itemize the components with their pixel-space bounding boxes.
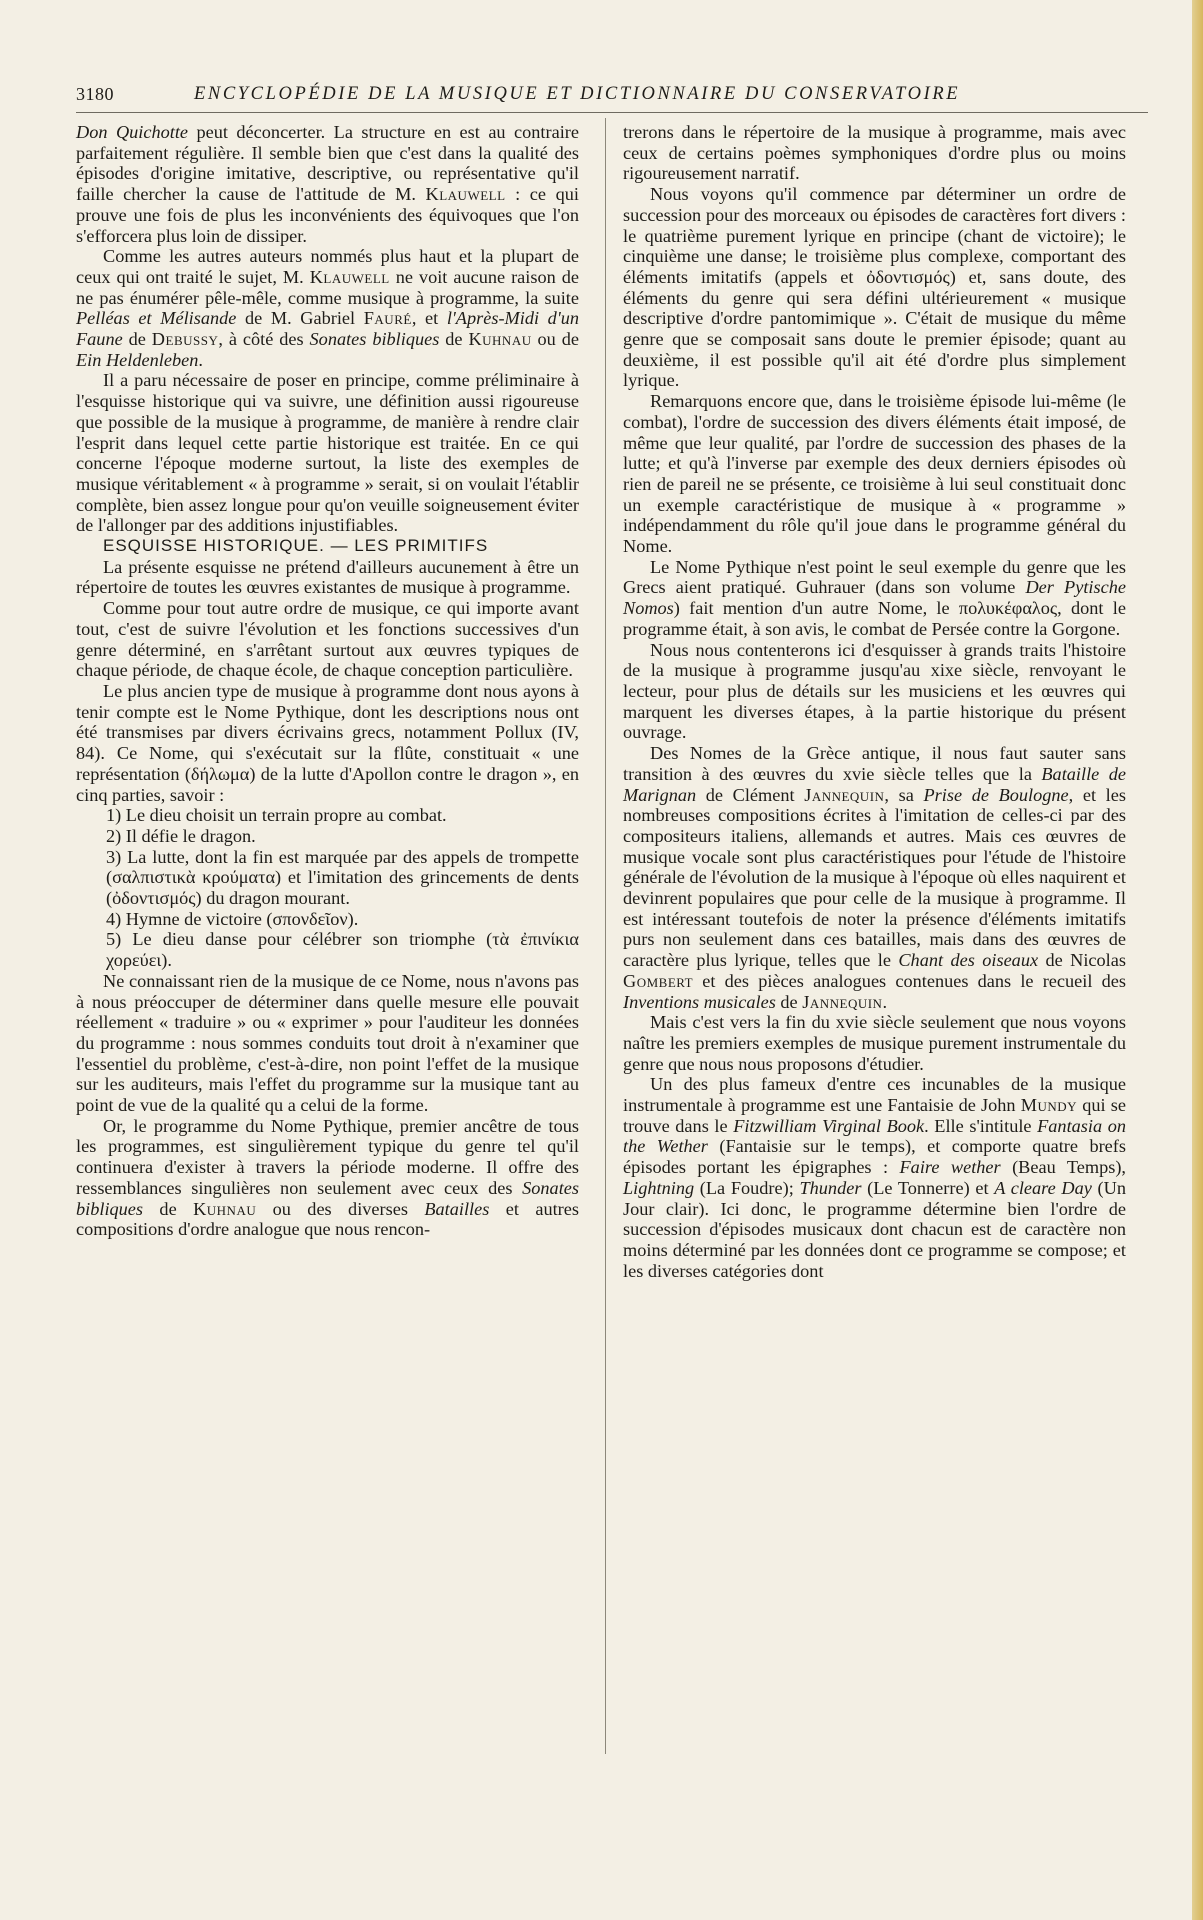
italic-title: Ein Heldenleben <box>76 349 199 370</box>
list-item: 4) Hymne de victoire (σπονδεῖον). <box>106 908 359 929</box>
italic-title: Lightning <box>623 1177 695 1198</box>
paragraph <box>76 122 579 246</box>
running-title: ENCYCLOPÉDIE DE LA MUSIQUE ET DICTIONNAIRE DU CONSERVATOIRE <box>194 84 961 104</box>
text-run: . Elle s'intitule <box>924 1115 1038 1136</box>
paragraph: Mais c'est vers la fin du xvie siècle seulement que nous voyons naître les premiers exemples de musique purement instrumentale du genre que nous nous proposons d'étudier. <box>623 1012 1126 1074</box>
text-run: (La Foudre); <box>694 1177 800 1198</box>
page-edge <box>1192 0 1203 1920</box>
italic-title: Sonates bibliques <box>76 1177 579 1219</box>
column-divider <box>605 118 606 1754</box>
text-run: Or, le programme du Nome Pythique, premier ancêtre de tous les programmes, est singulièrement typique du genre tel qu'il continuera d'exister à travers la période moderne. Il offre des ressemblances singulières non seulement avec ceux des <box>76 1115 579 1198</box>
paragraph <box>623 743 1126 1012</box>
italic-title: Pelléas et Mélisande <box>76 308 237 329</box>
text-run: et autres compositions d'ordre analogue que nous rencon- <box>76 1198 580 1240</box>
paragraph: Remarquons encore que, dans le troisième épisode lui-même (le combat), l'ordre de succession des divers éléments était imposé, de même que leur qualité, par l'ordre de succession des phases de la lutte; et qu'à l'inverse par exemple des deux derniers épisodes où rien de pareil ne se présente, ce troisième à lui seul constituait donc un exemple caractéristique de musique à « programme » indépendamment du rôle qu'il joue dans le programme général du Nome. <box>623 391 1126 557</box>
paragraph <box>623 1074 1126 1281</box>
text-run: ) fait mention d'un autre Nome, le πολυκέφαλος, dont le programme était, à son avis, le combat de Persée contre la Gorgone. <box>623 598 1126 639</box>
text-run: de M. Gabriel <box>236 308 364 329</box>
italic-title: Der Pytische Nomos <box>623 577 1126 619</box>
text-run: , à côté des <box>218 329 310 350</box>
paragraph <box>623 557 1126 640</box>
italic-title: Batailles <box>424 1198 490 1219</box>
author-name: Jannequin <box>804 784 885 805</box>
text-run: de <box>143 1198 194 1219</box>
text-run: de Nicolas <box>1038 950 1126 971</box>
text-run: (Un Jour clair). Ici donc, le programme détermine bien l'ordre de succession d'épisodes musicaux dont chacun est de caractère non moins déterminé par les données dont ce programme se compose; et les diverses catégories dont <box>623 1177 1126 1281</box>
text-run: Un des plus fameux d'entre ces incunables de la musique instrumentale à programme est une Fantaisie de John <box>623 1074 1126 1116</box>
text-run: , et les nombreuses compositions écrites à l'imitation de celles-ci par des compositeurs italiens, allemands et autres. Mais ces œuvres de musique vocale sont plus caractéristiques pour l'étude de l'histoire générale de l'évolution de la musique à l'époque où elles naquirent et devinrent populaires que pour celle de la musique à programme. Il est intéressant toutefois de noter la présence d'éléments imitatifs purs non seulement dans ces batailles, mais dans des œuvres de caractère plus lyrique, telles que le <box>623 784 1126 971</box>
italic-title: Inventions musicales <box>623 991 776 1012</box>
italic-title: Don Quichotte <box>76 122 189 142</box>
text-run: . <box>198 349 203 370</box>
text-run: (Le Tonnerre) et <box>861 1177 995 1198</box>
text-run: : ce qui prouve une fois de plus les inconvénients des équivoques que l'on s'efforcera plus loin de dissiper. <box>76 184 579 246</box>
paragraph: trerons dans le répertoire de la musique à programme, mais avec ceux de certains poèmes symphoniques d'ordre plus ou moins rigoureusement narratif. <box>623 122 1126 184</box>
text-run: (Beau Temps), <box>1000 1157 1126 1178</box>
paragraph: Ne connaissant rien de la musique de ce Nome, nous n'avons pas à nous préoccuper de déterminer dans quelle mesure elle pouvait réellement « traduire » ou « exprimer » pour l'auditeur les données du programme : nous sommes conduits tout droit à n'examiner que l'essentiel du problème, c'est-à-dire, non point l'effet de la musique sur les auditeurs, mais l'effet du programme sur la musique tant au point de vue de la qualité qu a celui de la forme. <box>76 970 579 1116</box>
text-run: de <box>122 329 152 350</box>
paragraph <box>76 1116 579 1240</box>
text-run: ou de <box>531 329 579 350</box>
left-column <box>76 122 579 1240</box>
running-header <box>76 84 1148 113</box>
text-run: , sa <box>884 784 924 805</box>
page-number: 3180 <box>76 84 114 104</box>
list-item: 3) La lutte, dont la fin est marquée par des appels de trompette (σαλπιστικὰ κρούματα) et l'imitation des grincements de dents (ὀδοντισμός) du dragon mourant. <box>106 846 579 909</box>
list-item: 5) Le dieu danse pour célébrer son triomphe (τὰ ἐπινίκια χορεύει). <box>106 929 579 971</box>
paragraph: Le plus ancien type de musique à programme dont nous ayons à tenir compte est le Nome Pythique, dont les descriptions nous ont été transmises par divers écrivains grecs, notamment Pollux (IV, 84). Ce Nome, qui s'exécutait sur la flûte, constituait « une représentation (δήλωμα) de la lutte d'Apollon contre le dragon », en cinq parties, savoir : <box>76 680 579 805</box>
italic-title: Bataille de Marignan <box>623 763 1126 805</box>
italic-title: Prise de Boulogne <box>923 784 1069 805</box>
italic-title: Faire wether <box>899 1157 1001 1178</box>
italic-title: Fitzwilliam Virginal Book <box>733 1115 925 1136</box>
author-name: Fauré <box>363 308 412 329</box>
text-run: Le Nome Pythique n'est point le seul exemple du genre que les Grecs aient pratiqué. Guhrauer (dans son volume <box>623 556 1126 598</box>
paragraph <box>76 246 579 370</box>
paragraph: La présente esquisse ne prétend d'ailleurs aucunement à être un répertoire de toutes les œuvres existantes de musique à programme. <box>76 556 579 598</box>
list-item: 1) Le dieu choisit un terrain propre au combat. <box>106 805 447 826</box>
text-run: . <box>882 991 888 1012</box>
text-run: de Clément <box>696 784 805 805</box>
text-run: , et <box>411 308 447 329</box>
paragraph: Nous nous contenterons ici d'esquisser à grands traits l'histoire de la musique à programme jusqu'au xixe siècle, renvoyant le lecteur, pour plus de détails sur les musiciens et les œuvres qui marquent les diverses étapes, à la partie historique du présent ouvrage. <box>623 639 1126 743</box>
author-name: Kuhnau <box>193 1198 257 1219</box>
author-name: Klauwell <box>425 184 506 205</box>
italic-title: Thunder <box>799 1177 862 1198</box>
italic-title: Fantasia on the Wether <box>623 1115 1126 1157</box>
list-item: 2) Il défie le dragon. <box>106 825 256 846</box>
italic-title: Sonates bibliques <box>309 329 440 350</box>
text-run: Des Nomes de la Grèce antique, il nous faut sauter sans transition à des œuvres du xvie siècle telles que la <box>623 743 1126 784</box>
text-run: (Fantaisie sur le temps), et comporte quatre brefs épisodes portant les épigraphes : <box>623 1136 1126 1178</box>
italic-title: l'Après-Midi d'un Faune <box>76 308 580 350</box>
paragraph: Il a paru nécessaire de poser en principe, comme préliminaire à l'esquisse historique qui va suivre, une définition aussi rigoureuse que possible de la musique à programme, de manière à rendre clair l'esprit dans lequel cette partie historique est traitée. En ce qui concerne l'époque moderne surtout, la liste des exemples de musique véritablement « à programme » serait, si on voulait l'établir complète, bien assez longue pour qu'on veuille soigneusement éviter de l'allonger par des additions injustifiables. <box>76 370 579 536</box>
author-name: Kuhnau <box>468 329 532 350</box>
author-name: Debussy <box>151 329 219 350</box>
text-run: qui se trouve dans le <box>623 1095 1126 1136</box>
text-run: Comme les autres auteurs nommés plus haut et la plupart de ceux qui ont traité le sujet, M. <box>76 246 579 287</box>
text-run: et des pièces analogues contenues dans le recueil des <box>693 970 1126 991</box>
italic-title: Chant des oiseaux <box>898 950 1039 971</box>
author-name: Gombert <box>623 970 694 991</box>
text-run: de <box>439 329 469 350</box>
right-column <box>623 122 1126 1281</box>
text-run: ou des diverses <box>256 1198 425 1219</box>
author-name: Jannequin <box>802 991 883 1012</box>
author-name: Mundy <box>1020 1095 1078 1116</box>
paragraph: Comme pour tout autre ordre de musique, ce qui importe avant tout, c'est de suivre l'évolution et les fonctions successives d'un genre déterminé, en s'arrêtant surtout aux œuvres typiques de chaque période, de chaque école, de chaque conception particulière. <box>76 598 579 681</box>
text-run: ne voit aucune raison de ne pas énumérer pêle-mêle, comme musique à programme, la suite <box>76 266 579 308</box>
text-run: de <box>775 991 803 1012</box>
text-run: peut déconcerter. La structure en est au contraire parfaitement régulière. Il semble bien que c'est dans la qualité des épisodes d'origine imitative, descriptive, ou représentative qu'il faille chercher la cause de l'attitude de M. <box>76 122 579 205</box>
italic-title: A cleare Day <box>994 1177 1092 1198</box>
author-name: Klauwell <box>309 266 390 287</box>
section-title: ESQUISSE HISTORIQUE. — LES PRIMITIFS <box>103 536 489 556</box>
paragraph: Nous voyons qu'il commence par déterminer un ordre de succession pour des morceaux ou épisodes de caractères fort divers : le quatrième purement lyrique en principe (chant de victoire); le cinquième une danse; le troisième plus complexe, comportant des éléments imitatifs (appels et ὀδοντισμός) et, sans doute, des éléments du genre qui sera défini ultérieurement « musique descriptive d'ordre pantomimique ». C'était de musique du même genre que se composait sans doute le premier épisode; quant au deuxième, il est possible qu'il ait été d'ordre plus simplement lyrique. <box>623 184 1126 391</box>
